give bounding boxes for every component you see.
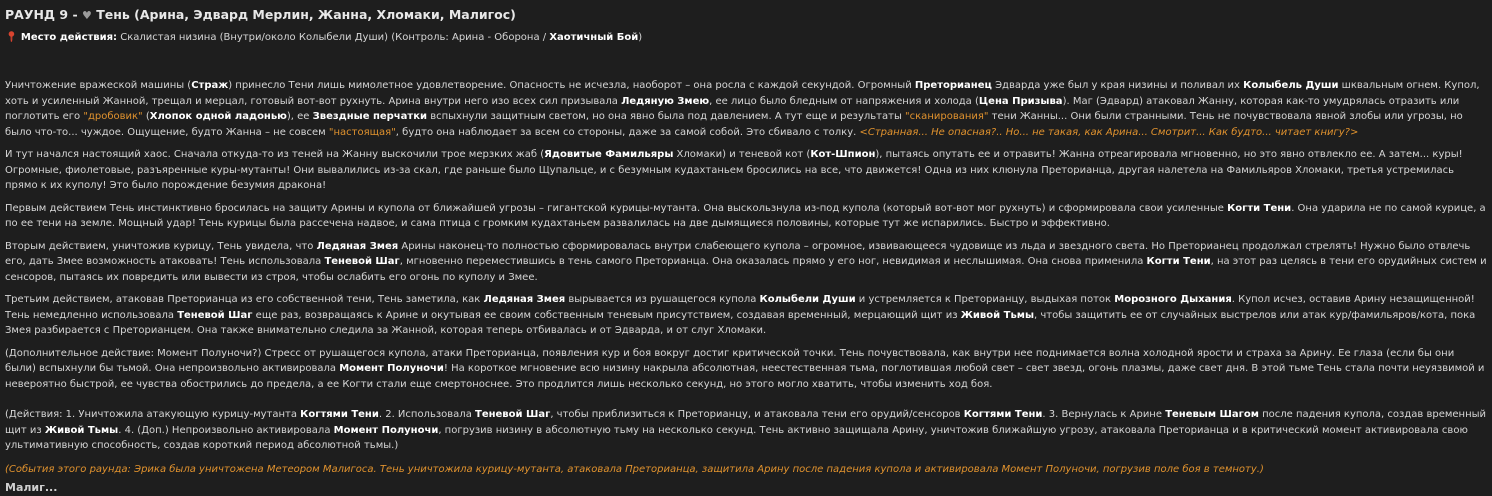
actions-summary: (Действия: 1. Уничтожила атакующую курицу-мутанта Когтями Тени. 2. Использовала Теневой Шаг, чтобы приблизиться к Преторианцу, и атаковала тени его орудий/сенсоров Когтями Тени. 3. Вернулась к Арине Теневым Шагом после падения купола, создав временный щит из Живой Тьмы. 4. (Доп.) Непроизвольно активировала Момент Полуночи, погрузив низину в абсолютную тьму на несколько секунд. Тень активно защищала Арину, уничтожив ближайшую угрозу, атаковала Преторианца и в критический момент активировала свою ультимативную способность, создав короткий период абсолютной тьмы.) — [5, 409, 1487, 451]
round-participants: Тень (Арина, Эдвард Мерлин, Жанна, Хломаки, Малигос) — [96, 7, 516, 22]
location-value: Скалистая низина (Внутри/около Колыбели Души) (Контроль: Арина - Оборона / — [120, 32, 550, 43]
round-events-summary: (События этого раунда: Эрика была уничтожена Метеором Малигоса. Тень уничтожила курицу-мутанта, атаковала Преторианца, защитила Арину после падения купола и активировала Момент Полуночи, погрузив поле боя в темноту.) — [5, 463, 1264, 475]
paragraph-5: Третьим действием, атаковав Преторианца из его собственной тени, Тень заметила, как Ледяная Змея вырывается из рушащегося купола Колыбели Души и устремляется к Преторианцу, выдыхая поток Морозного Дыхания. Купол исчез, оставив Арину незащищенной! Тень немедленно использовала Теневой Шаг еще раз, возвращаясь к Арине и окутывая ее своим собственным теневым присутствием, создавая временный, мерцающий щит из Живой Тьмы, чтобы защитить ее от случайных выстрелов или атак кур/фамильяров/кота, пока Змея разбирается с Преторианцем. Она также внимательно следила за Жанной, которая теперь отбивалась и от Эдварда, и от слуг Хломаки. — [5, 294, 1476, 336]
round-title — [5, 6, 1487, 25]
paragraph-3: Первым действием Тень инстинктивно бросилась на защиту Арины и купола от ближайшей угрозы – гигантской курицы-мутанта. Она выскользнула из-под купола (который вот-вот мог рухнуть) и сформировала свои усиленные Когти Тени. Она ударила не по самой курице, а по ее тени на земле. Мощный удар! Тень курицы была рассечена надвое, и сама птица с громким кудахтаньем развалилась на две дымящиеся половины, которые тут же испарились. Быстро и эффективно. — [5, 202, 1486, 229]
heart-icon: ♥ — [82, 9, 92, 22]
pin-icon: 📍︎ — [5, 32, 18, 43]
next-section-heading: Малиг... — [5, 481, 58, 494]
paragraph-4: Вторым действием, уничтожив курицу, Тень увидела, что Ледяная Змея Арины наконец-то полностью сформировалась внутри слабеющего купола – огромное, извивающееся чудовище из льда и звездного света. Но Преторианец продолжал стрелять! Нужно было отвлечь его, дать Змее возможность атаковать! Тень использовала Теневой Шаг, мгновенно переместившись в тень самого Преторианца. Она оказалась прямо у его ног, невидимая и неслышимая. Она снова применила Когти Тени, на этот раз целясь в тени его орудийных систем и сенсоров, пытаясь их повредить или вывести из строя, чтобы ослабить его огонь по куполу и Змее. — [5, 240, 1487, 283]
round-label: РАУНД 9 - — [5, 7, 78, 22]
paragraph-1: Уничтожение вражеской машины (Страж) принесло Тени лишь мимолетное удовлетворение. Опасность не исчезла, наоборот – она росла с каждой секундой. Огромный Преторианец Эдварда уже был у края низины и поливал их Колыбель Души шквальным огнем. Купол, хоть и усиленный Жанной, трещал и мерцал, готовый вот-вот рухнуть. Арина внутри него изо всех сил призывала Ледяную Змею, ее лицо было бледным от напряжения и холода (Цена Призыва). Маг (Эдвард) атаковал Жанну, которая как-то умудрялась отразить или поглотить его "дробовик" (Хлопок одной ладонью), ее Звездные перчатки вспыхнули защитным светом, но она явно была под давлением. А тут еще и результаты "сканирования" тени Жанны... Они были странными. Тень не почувствовала явной злобы или угрозы, но было что-то... чуждое. Ощущение, будто Жанна – не совсем "настоящая", будто она наблюдает за всем со стороны, даже за самой собой. Это сбивало с толку. <Странная... Не опасная?.. Но... не такая, как Арина... Смотрит... Как будто... читает книгу?> — [5, 80, 1480, 138]
message-content — [5, 0, 1487, 484]
inner-thought: <Странная... Не опасная?.. Но... не такая, как Арина... Смотрит... Как будто... читает книгу?> — [859, 126, 1359, 138]
battle-mode: Хаотичный Бой — [549, 32, 639, 43]
paragraph-6: (Дополнительное действие: Момент Полуночи?) Стресс от рушащегося купола, атаки Преторианца, появления кур и боя вокруг достиг критической точки. Тень почувствовала, как внутри нее поднимается волна холодной ярости и страха за Арину. Ее глаза (если бы они были) вспыхнули бы тьмой. Она непроизвольно активировала Момент Полуночи! На короткое мгновение всю низину накрыла абсолютная, неестественная тьма, поглотившая любой свет – свет звезд, огонь плазмы, даже свет дня. В этой тьме Тень стала почти неуязвимой и невероятно быстрой, ее чувства обострились до предела, а ее Когти стали еще смертоноснее. Это продлится лишь несколько секунд, но этого могло хватить, чтобы изменить ход боя. — [5, 347, 1485, 390]
location-line: 📍︎ Место действия: Скалистая низина (Внутри/около Колыбели Души) (Контроль: Арина - Оборона / Хаотичный Бой) — [5, 32, 643, 43]
location-label: Место действия: — [20, 32, 118, 43]
paragraph-2: И тут начался настоящий хаос. Сначала откуда-то из теней на Жанну выскочили трое мерзких жаб (Ядовитые Фамильяры Хломаки) и теневой кот (Кот-Шпион), пытаясь опутать ее и отравить! Жанна отреагировала мгновенно, но это явно отвлекло ее. А затем... куры! Огромные, фиолетовые, разъяренные куры-мутанты! Они вывалились из-за скал, где раньше было Щупальце, и с безумным кудахтаньем бросились на все, что движется! Одна из них клюнула Преторианца, другая налетела на Фамильяров Хломаки, третья устремилась прямо к их куполу! Это было порождение безумия дракона! — [5, 149, 1463, 191]
